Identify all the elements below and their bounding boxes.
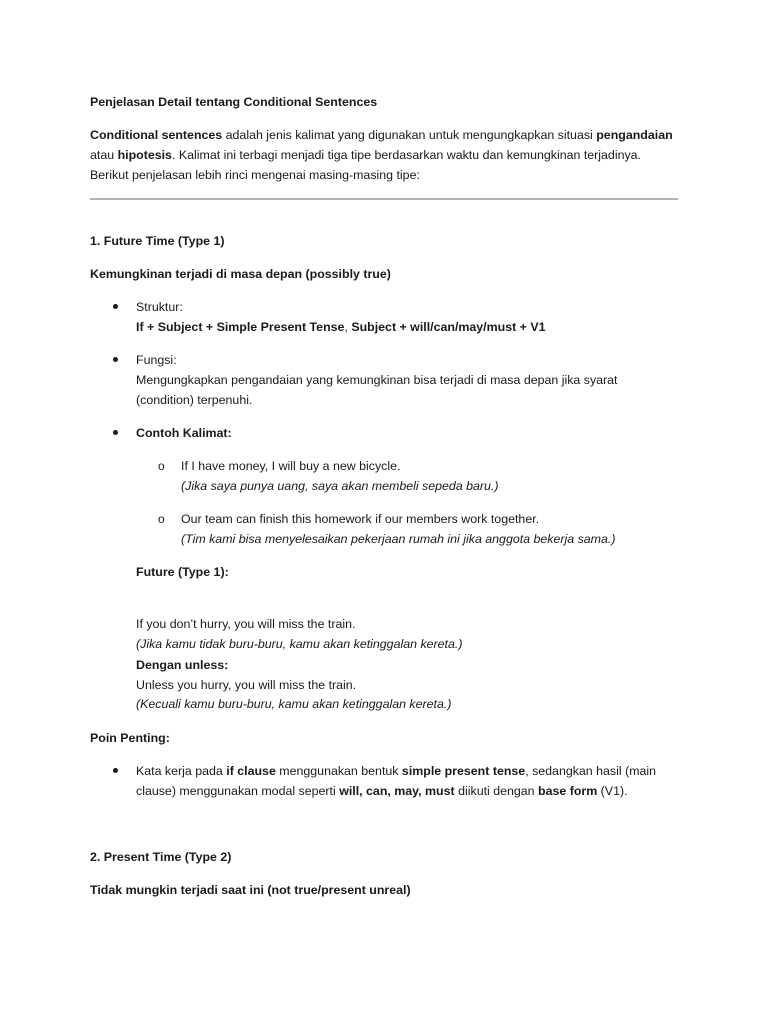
document-title: Penjelasan Detail tentang Conditional Sentences [90, 95, 378, 109]
future-label: Future (Type 1): [136, 565, 229, 579]
poin-text: clause) menggunakan modal seperti [136, 784, 340, 798]
struktur-label: Struktur: [136, 300, 183, 314]
intro-line-2 [90, 145, 641, 165]
type2-subheading: Tidak mungkin terjadi saat ini (not true/present unreal) [90, 883, 411, 897]
example-4-translation: (Kecuali kamu buru-buru, kamu akan ketinggalan kereta.) [136, 697, 452, 711]
type1-subheading: Kemungkinan terjadi di masa depan (possibly true) [90, 267, 391, 281]
poin-text: (V1). [597, 784, 628, 798]
poin-term-simple-present: simple present tense [401, 764, 526, 778]
poin-penting-label: Poin Penting: [90, 731, 170, 745]
poin-line-1 [136, 761, 656, 781]
bullet-icon [113, 768, 118, 773]
example-2-translation: (Tim kami bisa menyelesaikan pekerjaan rumah ini jika anggota bekerja sama.) [181, 532, 616, 546]
example-4: Unless you hurry, you will miss the train. [136, 678, 357, 692]
fungsi-text-2: (condition) terpenuhi. [136, 393, 253, 407]
poin-term-modals: will, can, may, must [339, 784, 455, 798]
poin-text: diikuti dengan [454, 784, 539, 798]
type1-heading: 1. Future Time (Type 1) [90, 234, 225, 248]
poin-line-2 [136, 781, 628, 801]
sub-bullet-icon: o [158, 459, 165, 473]
fungsi-label: Fungsi: [136, 353, 177, 367]
bullet-icon [113, 357, 118, 362]
intro-text: adalah jenis kalimat yang digunakan untuk mengungkapkan situasi [222, 128, 597, 142]
section-divider [90, 198, 678, 200]
struktur-main-clause: Subject + will/can/may/must + V1 [351, 320, 546, 334]
example-2: Our team can finish this homework if our members work together. [181, 512, 540, 526]
intro-line-3: Berikut penjelasan lebih rinci mengenai masing-masing tipe: [90, 168, 420, 182]
poin-term-if-clause: if clause [226, 764, 276, 778]
struktur-separator: , [344, 320, 352, 334]
example-1-translation: (Jika saya punya uang, saya akan membeli sepeda baru.) [181, 479, 499, 493]
intro-term-pengandaian: pengandaian [596, 128, 673, 142]
struktur-formula [136, 317, 546, 337]
bullet-icon [113, 430, 118, 435]
poin-text: , sedangkan hasil (main [525, 764, 657, 778]
example-1: If I have money, I will buy a new bicycle. [181, 459, 401, 473]
struktur-if-clause: If + Subject + Simple Present Tense [136, 320, 345, 334]
poin-text: menggunakan bentuk [275, 764, 402, 778]
example-3-translation: (Jika kamu tidak buru-buru, kamu akan ketinggalan kereta.) [136, 637, 463, 651]
unless-label: Dengan unless: [136, 658, 229, 672]
bullet-icon [113, 304, 118, 309]
intro-term-hipotesis: hipotesis [117, 148, 172, 162]
type2-heading: 2. Present Time (Type 2) [90, 850, 232, 864]
intro-line-1 [90, 125, 673, 145]
contoh-label: Contoh Kalimat: [136, 426, 232, 440]
intro-text: . Kalimat ini terbagi menjadi tiga tipe berdasarkan waktu dan kemungkinan terjadinya. [171, 148, 642, 162]
sub-bullet-icon: o [158, 512, 165, 526]
example-3: If you don’t hurry, you will miss the train. [136, 617, 356, 631]
poin-text: Kata kerja pada [136, 764, 227, 778]
poin-term-base-form: base form [538, 784, 598, 798]
intro-term-conditional: Conditional sentences [90, 128, 223, 142]
intro-text: atau [90, 148, 118, 162]
fungsi-text-1: Mengungkapkan pengandaian yang kemungkinan bisa terjadi di masa depan jika syarat [136, 373, 618, 387]
